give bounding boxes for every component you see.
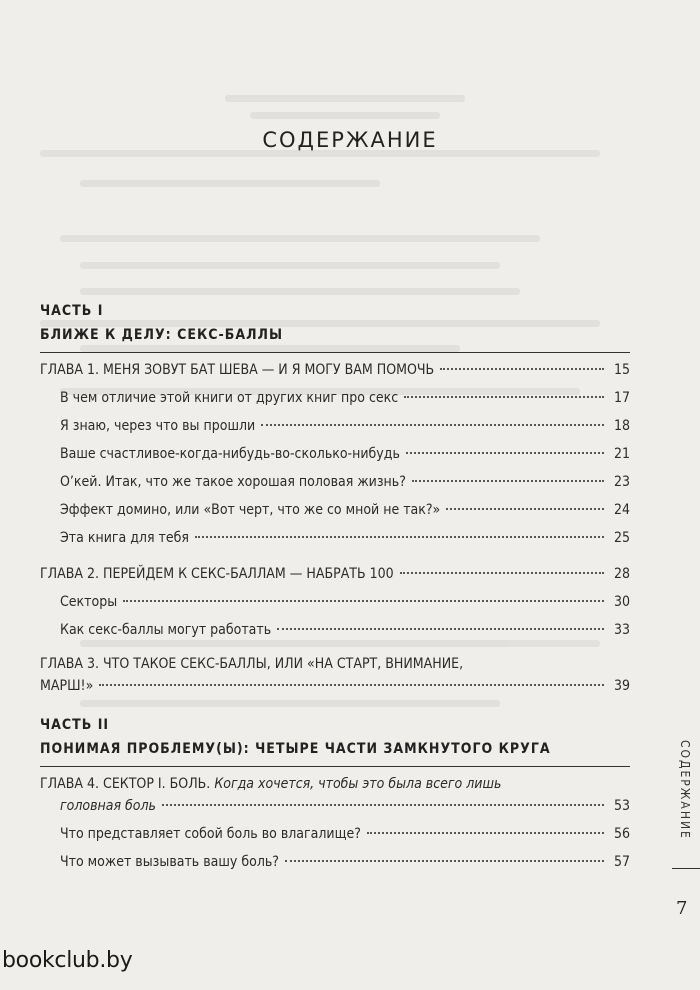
leader-dots — [123, 600, 604, 602]
chapter-title: МАРШ!» — [40, 678, 94, 694]
page-number: 24 — [613, 502, 630, 518]
folio-page-number: 7 — [676, 898, 688, 919]
watermark: bookclub.by — [2, 948, 133, 973]
leader-dots — [367, 832, 604, 834]
toc-chapter-4[interactable] — [60, 798, 630, 814]
leader-dots — [440, 368, 604, 370]
toc-chapter-4-line1[interactable] — [40, 776, 501, 792]
section-title: О’кей. Итак, что же такое хорошая половая жизнь? — [60, 474, 406, 490]
part-1-label: ЧАСТЬ I — [40, 303, 104, 319]
page-title: СОДЕРЖАНИЕ — [262, 128, 438, 152]
section-title: Как секс-баллы могут работать — [60, 622, 272, 638]
page-number: 28 — [613, 566, 630, 582]
leader-dots — [162, 804, 604, 806]
toc-section[interactable] — [60, 594, 630, 610]
page-number: 33 — [613, 622, 630, 638]
section-title: Я знаю, через что вы прошли — [60, 418, 256, 434]
toc-section[interactable] — [60, 622, 630, 638]
section-title: Эффект домино, или «Вот черт, что же со мной не так?» — [60, 502, 441, 518]
toc-section[interactable] — [60, 390, 630, 406]
toc-chapter-3[interactable] — [40, 678, 630, 694]
page-number: 23 — [613, 474, 630, 490]
chapter-subtitle: Когда хочется, чтобы это была всего лишь — [214, 776, 502, 792]
toc-section[interactable] — [60, 474, 630, 490]
page-number: 53 — [613, 798, 630, 814]
section-title: Что представляет собой боль во влагалище? — [60, 826, 361, 842]
toc-chapter-2[interactable] — [40, 566, 630, 582]
toc-section[interactable] — [60, 502, 630, 518]
toc-section[interactable] — [60, 826, 630, 842]
toc-section[interactable] — [60, 418, 630, 434]
chapter-title: ГЛАВА 1. МЕНЯ ЗОВУТ БАТ ШЕВА — И Я МОГУ ВАМ ПОМОЧЬ — [40, 362, 435, 378]
leader-dots — [99, 684, 604, 686]
running-header: СОДЕРЖАНИЕ — [678, 740, 692, 840]
chapter-subtitle-cont: головная боль — [60, 798, 156, 814]
side-rule — [672, 868, 700, 869]
leader-dots — [412, 480, 604, 482]
part-2-title: ПОНИМАЯ ПРОБЛЕМУ(Ы): ЧЕТЫРЕ ЧАСТИ ЗАМКНУТОГО КРУГА — [40, 741, 551, 757]
part-2-label: ЧАСТЬ II — [40, 717, 110, 733]
toc-chapter-1[interactable] — [40, 362, 630, 378]
toc-chapter-3-line1[interactable]: ГЛАВА 3. ЧТО ТАКОЕ СЕКС-БАЛЛЫ, ИЛИ «НА СТАРТ, ВНИМАНИЕ, — [40, 656, 464, 672]
page-number: 30 — [613, 594, 630, 610]
leader-dots — [406, 452, 604, 454]
leader-dots — [285, 860, 604, 862]
page-number: 15 — [613, 362, 630, 378]
leader-dots — [404, 396, 604, 398]
page-number: 57 — [613, 854, 630, 870]
page-number: 18 — [613, 418, 630, 434]
part-2-rule — [40, 766, 630, 767]
leader-dots — [446, 508, 604, 510]
part-1-title: БЛИЖЕ К ДЕЛУ: СЕКС-БАЛЛЫ — [40, 327, 284, 343]
leader-dots — [277, 628, 604, 630]
part-1-rule — [40, 352, 630, 353]
page-number: 21 — [613, 446, 630, 462]
leader-dots — [400, 572, 604, 574]
section-title: Эта книга для тебя — [60, 530, 189, 546]
page-number: 56 — [613, 826, 630, 842]
leader-dots — [195, 536, 604, 538]
section-title: В чем отличие этой книги от других книг про секс — [60, 390, 399, 406]
chapter-title: ГЛАВА 2. ПЕРЕЙДЕМ К СЕКС-БАЛЛАМ — НАБРАТЬ 100 — [40, 566, 394, 582]
section-title: Секторы — [60, 594, 118, 610]
leader-dots — [261, 424, 604, 426]
page-number: 25 — [613, 530, 630, 546]
section-title: Ваше счастливое-когда-нибудь-во-сколько-нибудь — [60, 446, 400, 462]
section-title: Что может вызывать вашу боль? — [60, 854, 279, 870]
toc-section[interactable] — [60, 446, 630, 462]
page-number: 39 — [613, 678, 630, 694]
toc-section[interactable] — [60, 854, 630, 870]
chapter-title: ГЛАВА 4. СЕКТОР I. БОЛЬ. — [40, 776, 215, 792]
page-number: 17 — [613, 390, 630, 406]
toc-section[interactable] — [60, 530, 630, 546]
